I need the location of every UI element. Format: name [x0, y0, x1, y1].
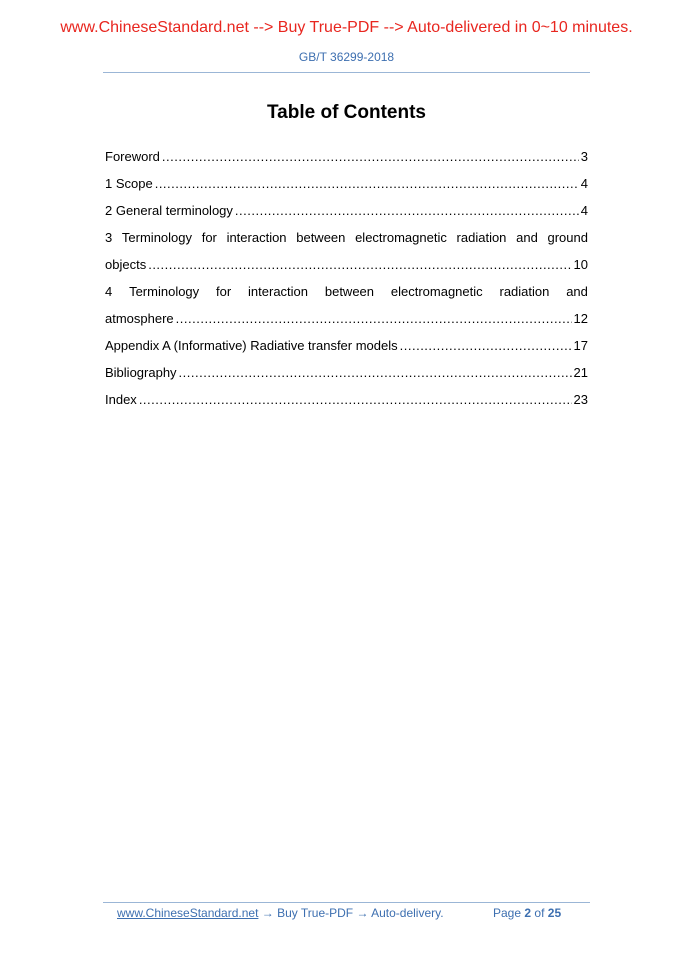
- toc-entry-label: objects: [105, 257, 147, 272]
- toc-entry-label: Bibliography: [105, 365, 177, 380]
- banner-text[interactable]: www.ChineseStandard.net --> Buy True-PDF --> Auto-delivered in 0~10 minutes.: [60, 19, 633, 36]
- toc-entry-page: 4: [580, 176, 588, 191]
- toc-entry-label: Index: [105, 392, 137, 407]
- label-word: ground: [547, 230, 588, 245]
- label-word: interaction: [248, 284, 309, 299]
- toc-entry-bibliography[interactable]: [105, 359, 588, 386]
- toc-entry-page: 21: [573, 365, 588, 380]
- toc-entry-page: 4: [580, 203, 588, 218]
- dot-leader: [400, 332, 572, 359]
- toc-entry-general-terminology[interactable]: [105, 197, 588, 224]
- toc-entry-page: 12: [573, 311, 588, 326]
- toc-entry-label: Foreword: [105, 149, 160, 164]
- toc-entry-appendix-a[interactable]: [105, 332, 588, 359]
- dot-leader: [155, 170, 579, 197]
- dot-leader: [162, 143, 579, 170]
- label-word: interaction: [226, 230, 287, 245]
- page-number: [493, 906, 561, 920]
- label-word: and: [516, 230, 538, 245]
- toc-entry-label: 2 General terminology: [105, 203, 233, 218]
- toc-title: Table of Contents: [266, 102, 427, 123]
- footer-link[interactable]: www.ChineseStandard.net: [117, 906, 259, 920]
- table-of-contents: [105, 143, 588, 413]
- toc-entry-page: 3: [580, 149, 588, 164]
- label-word: between: [296, 230, 346, 245]
- toc-entry-ground-objects[interactable]: [105, 224, 588, 278]
- toc-entry-label: atmosphere: [105, 311, 174, 326]
- label-word: radiation: [499, 284, 550, 299]
- label-word: Terminology: [129, 284, 200, 299]
- toc-entry-page: 17: [573, 338, 588, 353]
- label-word: Terminology: [121, 230, 193, 245]
- dot-leader: [235, 197, 579, 224]
- toc-entry-label: Appendix A (Informative) Radiative transfer models: [105, 338, 398, 353]
- label-word: electromagnetic: [390, 284, 483, 299]
- header-divider: [103, 72, 590, 73]
- label-word: radiation: [456, 230, 507, 245]
- page-current: 2: [524, 906, 532, 920]
- document-code: GB/T 36299-2018: [298, 50, 395, 64]
- label-word: between: [324, 284, 375, 299]
- toc-entry-atmosphere[interactable]: [105, 278, 588, 332]
- toc-entry-index[interactable]: [105, 386, 588, 413]
- toc-entry-label-line: [105, 278, 588, 305]
- label-word: and: [566, 284, 588, 299]
- dot-leader: [176, 305, 572, 332]
- page-total: 25: [547, 906, 562, 920]
- label-word: for: [201, 230, 217, 245]
- toc-entry-continuation: [105, 305, 588, 332]
- toc-entry-label: 1 Scope: [105, 176, 153, 191]
- toc-entry-label-line: [105, 224, 588, 251]
- toc-entry-scope[interactable]: [105, 170, 588, 197]
- toc-entry-page: 23: [573, 392, 588, 407]
- page-word: Page: [493, 906, 522, 920]
- page-footer: [117, 906, 562, 920]
- dot-leader: [139, 386, 572, 413]
- dot-leader: [148, 251, 571, 278]
- label-word: 3: [105, 230, 113, 245]
- footer-divider: [103, 902, 590, 903]
- toc-entry-foreword[interactable]: [105, 143, 588, 170]
- toc-entry-continuation: [105, 251, 588, 278]
- dot-leader: [179, 359, 572, 386]
- label-word: for: [216, 284, 232, 299]
- label-word: electromagnetic: [355, 230, 447, 245]
- label-word: 4: [105, 284, 113, 299]
- page-of: of: [534, 906, 545, 920]
- toc-entry-page: 10: [573, 257, 588, 272]
- footer-text: → Buy True-PDF → Auto-delivery.: [258, 906, 444, 920]
